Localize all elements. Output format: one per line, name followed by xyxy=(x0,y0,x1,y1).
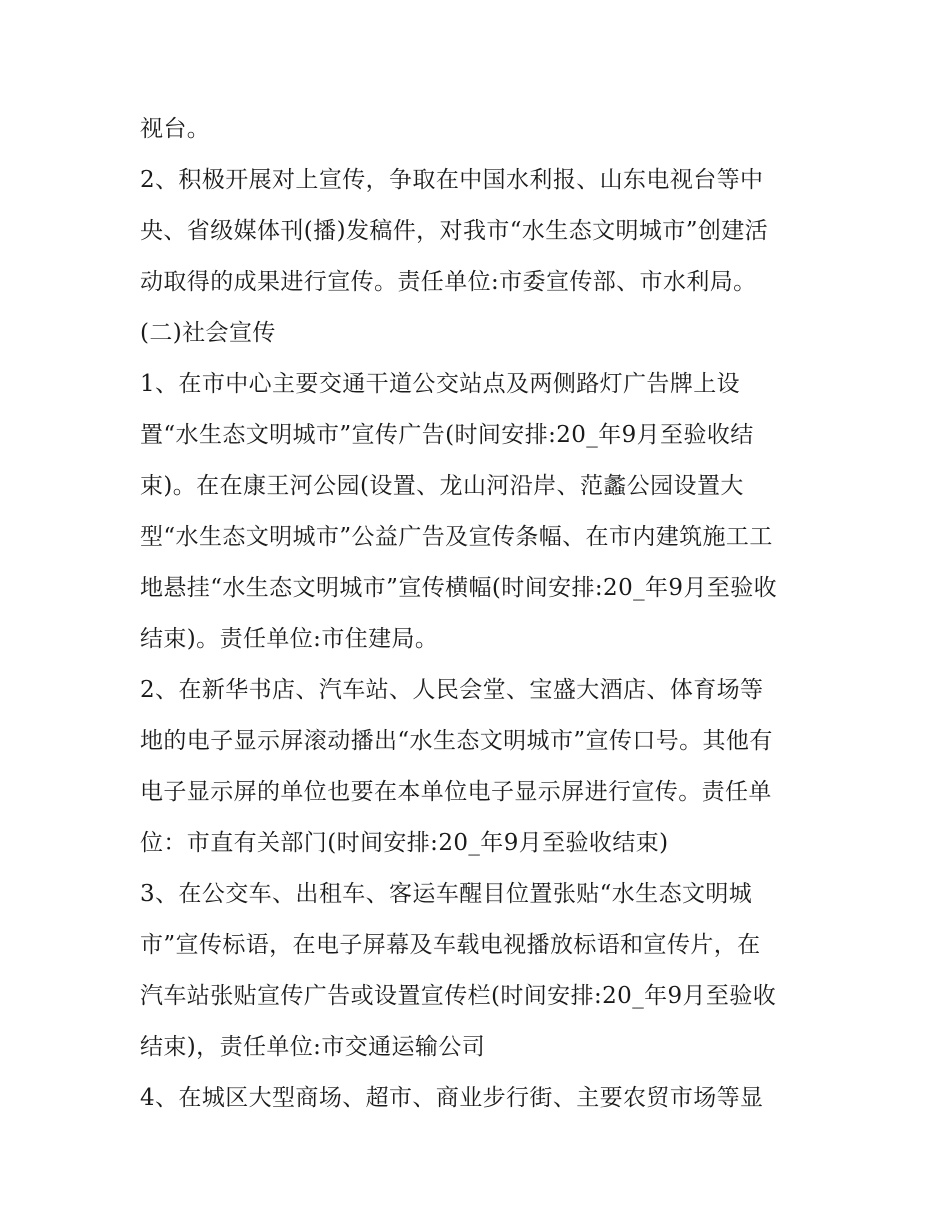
text-line-16: 3、在公交车、出租车、客运车醒目位置张贴“水生态文明城 xyxy=(140,881,753,907)
text-line-9: 型“水生态文明城市”公益广告及宣传条幅、在市内建筑施工工 xyxy=(140,524,773,550)
text-line-4: 动取得的成果进行宣传。责任单位:市委宣传部、市水利局。 xyxy=(140,269,757,295)
text-line-7: 置“水生态文明城市”宣传广告(时间安排:20_年9月至验收结 xyxy=(140,422,754,448)
text-line-18: 汽车站张贴宣传广告或设置宣传栏(时间安排:20_年9月至验收 xyxy=(140,983,777,1009)
text-line-14: 电子显示屏的单位也要在本单位电子显示屏进行宣传。责任单 xyxy=(140,779,772,805)
text-line-15: 位：市直有关部门(时间安排:20_年9月至验收结束) xyxy=(140,830,669,856)
text-line-8: 束)。在在康王河公园(设置、龙山河沿岸、范蠡公园设置大 xyxy=(140,473,744,499)
section-heading: (二)社会宣传 xyxy=(140,320,276,346)
text-line-10: 地悬挂“水生态文明城市”宣传横幅(时间安排:20_年9月至验收 xyxy=(140,575,778,601)
text-line-11: 结束)。责任单位:市住建局。 xyxy=(140,626,439,652)
text-line-6: 1、在市中心主要交通干道公交站点及两侧路灯广告牌上设 xyxy=(140,371,741,397)
text-line-12: 2、在新华书店、汽车站、人民会堂、宝盛大酒店、体育场等 xyxy=(140,677,764,703)
text-line-20: 4、在城区大型商场、超市、商业步行街、主要农贸市场等显 xyxy=(140,1085,764,1111)
text-line-1: 视台。 xyxy=(140,116,211,142)
text-line-17: 市”宣传标语，在电子屏幕及车载电视播放标语和宣传片，在 xyxy=(140,932,761,958)
text-line-19: 结束)，责任单位:市交通运输公司 xyxy=(140,1034,486,1060)
text-line-2: 2、积极开展对上宣传，争取在中国水利报、山东电视台等中 xyxy=(140,167,764,193)
text-line-13: 地的电子显示屏滚动播出“水生态文明城市”宣传口号。其他有 xyxy=(140,728,773,754)
text-line-3: 央、省级媒体刊(播)发稿件，对我市“水生态文明城市”创建活 xyxy=(140,218,769,244)
